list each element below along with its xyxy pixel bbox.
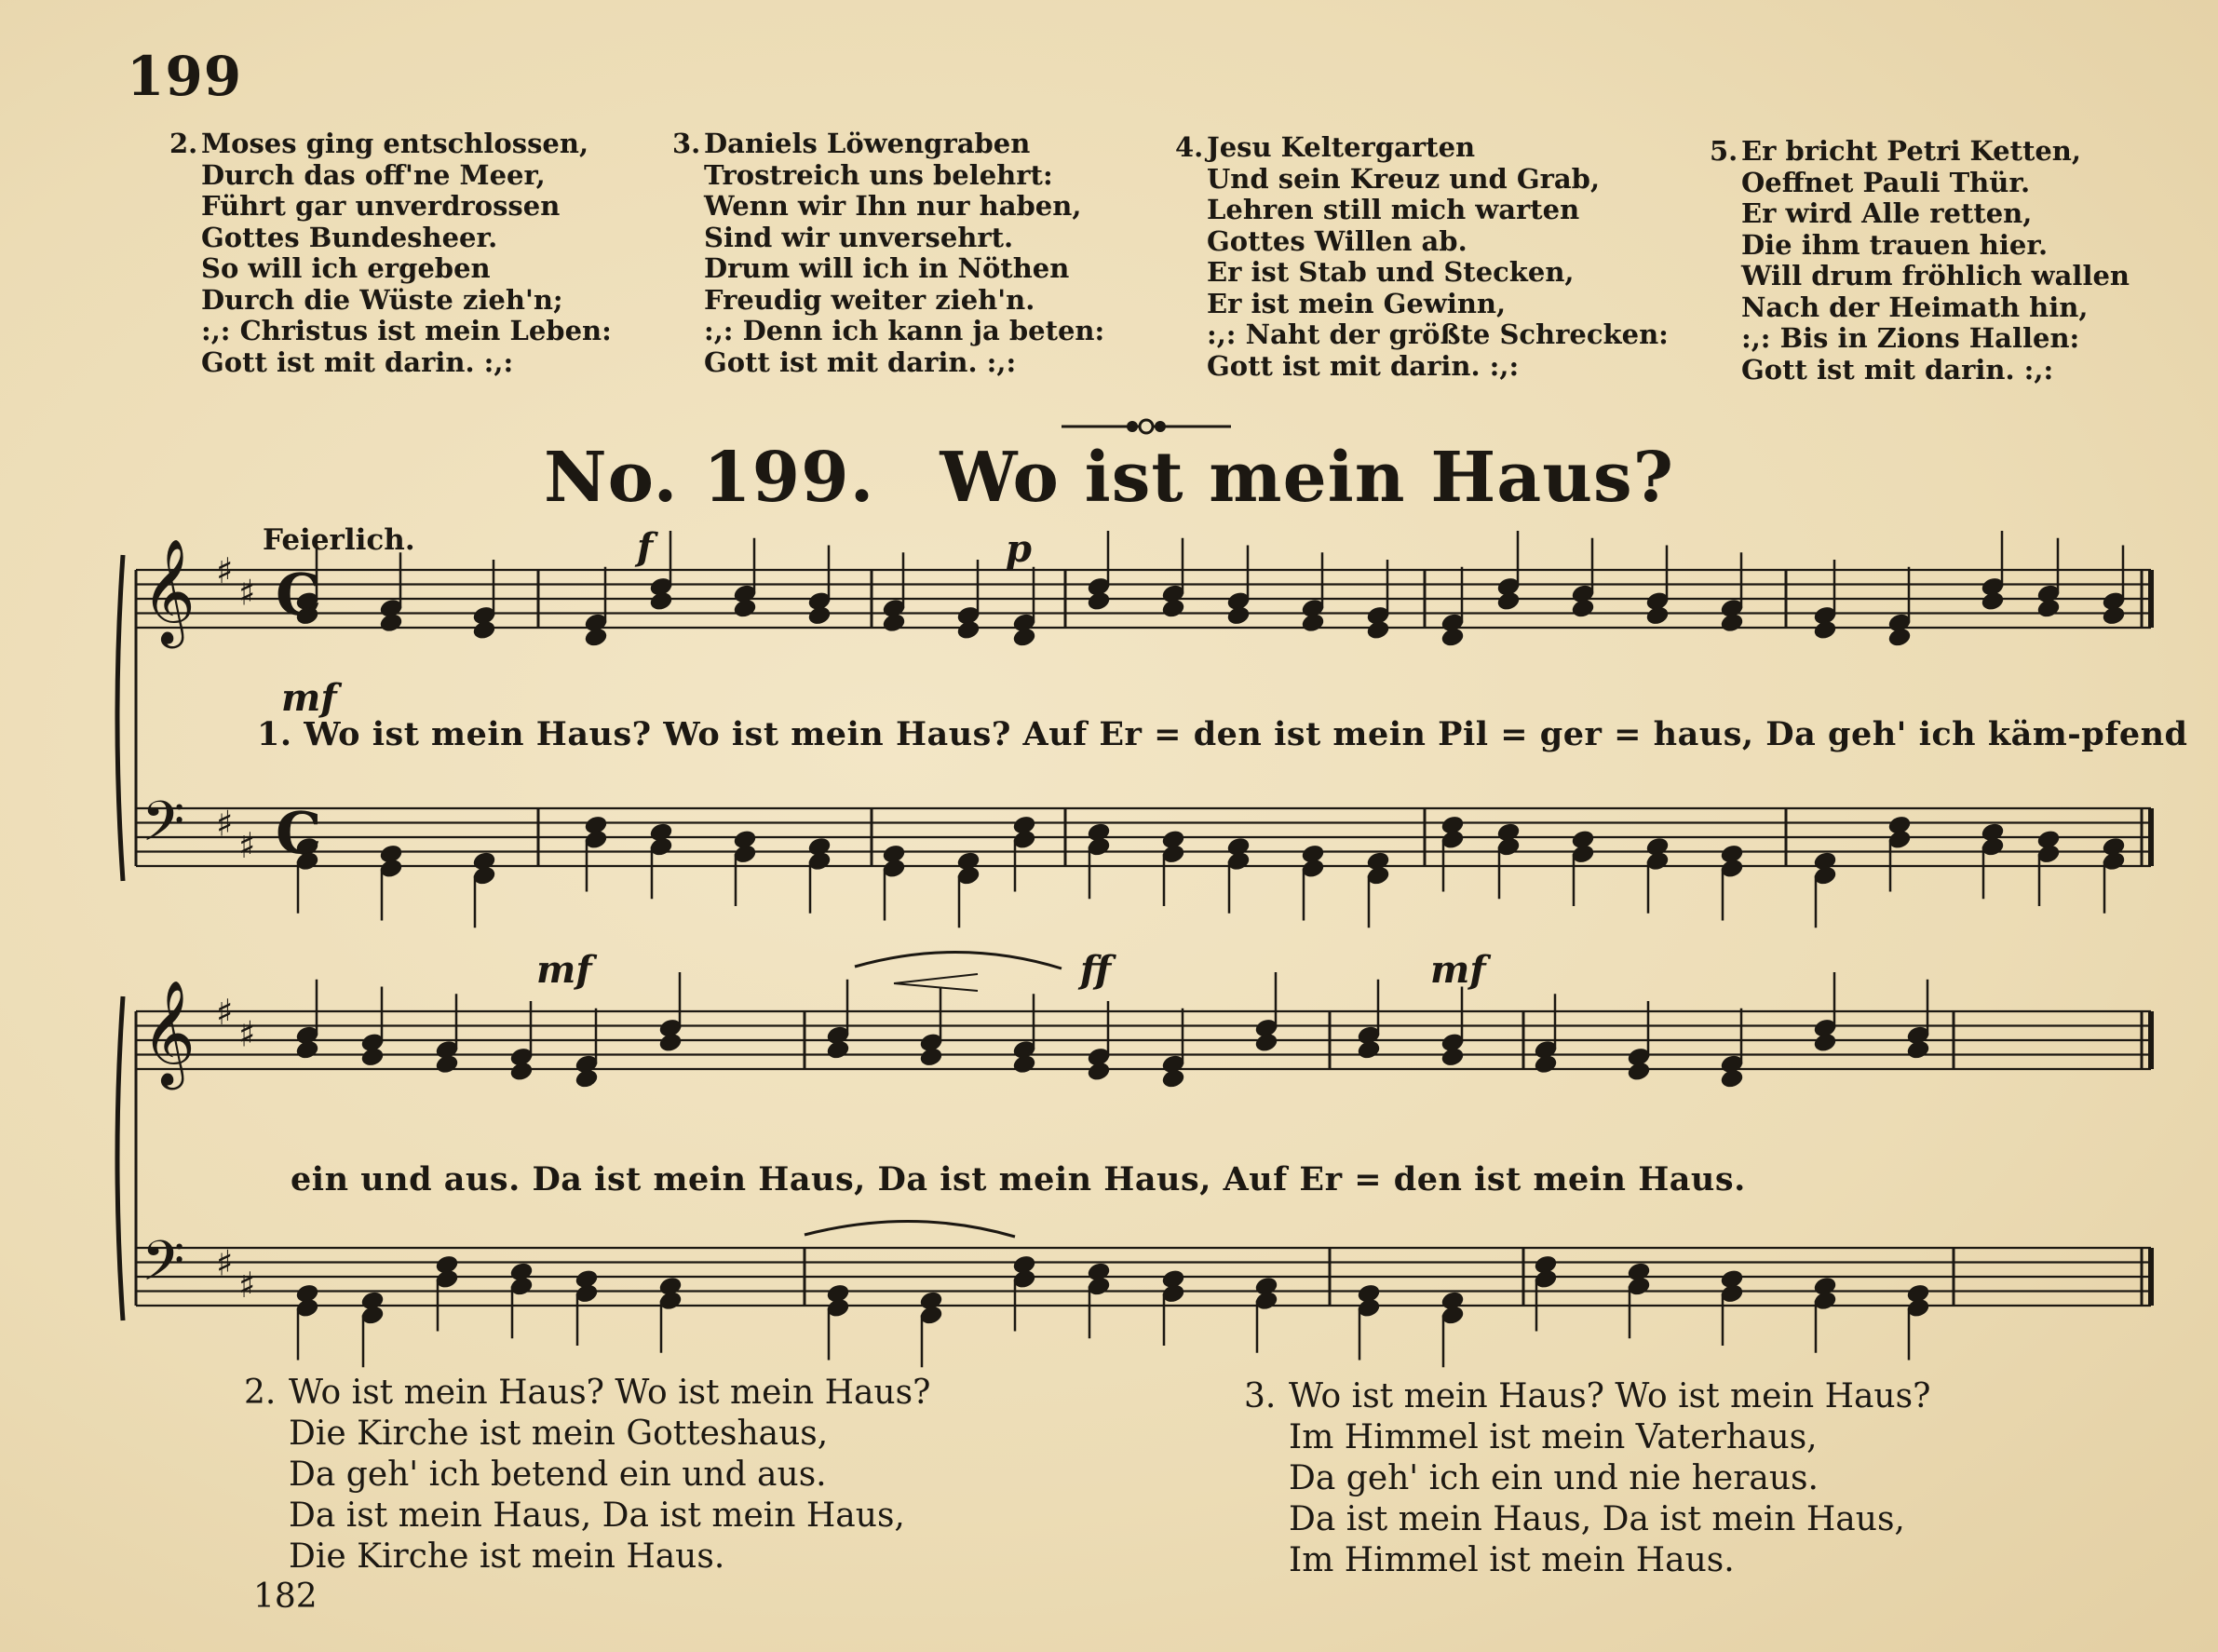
notehead <box>1887 627 1912 648</box>
notehead <box>1357 1039 1381 1061</box>
verse-line: Gott ist mit darin. :,: <box>1741 353 2054 386</box>
notehead <box>379 612 403 633</box>
notehead <box>1161 598 1185 619</box>
notehead <box>1720 612 1744 633</box>
verse-line: Die Kirche ist mein Gotteshaus, <box>289 1415 829 1453</box>
crescendo-hairpin <box>894 974 978 991</box>
notehead <box>2102 605 2126 627</box>
notehead <box>826 1039 850 1061</box>
notehead <box>882 612 906 633</box>
verse-line: Im Himmel ist mein Haus. <box>1289 1541 1735 1579</box>
verse-line: Freudig weiter zieh'n. <box>704 283 1035 316</box>
verse-line: Trostreich uns belehrt: <box>704 158 1053 191</box>
notehead <box>956 619 981 641</box>
verse-line: Moses ging entschlossen, <box>201 128 589 159</box>
notehead <box>1226 605 1251 627</box>
verse-line: Nach der Heimath hin, <box>1741 291 2089 323</box>
slur <box>855 952 1062 968</box>
bass-clef: 𝄢 <box>142 1228 185 1307</box>
notehead <box>360 1047 385 1068</box>
notehead <box>1301 612 1325 633</box>
verse-line: Führt gar unverdrossen <box>201 190 561 222</box>
notehead <box>472 619 496 641</box>
notehead <box>1720 1068 1744 1090</box>
sharp-sign: ♯ <box>216 550 234 591</box>
verse-line: Gottes Willen ab. <box>1207 224 1467 257</box>
notehead <box>1012 627 1036 648</box>
notehead <box>1496 590 1521 612</box>
sharp-sign: ♯ <box>238 824 256 866</box>
dynamic-ff: ff <box>1080 948 1112 992</box>
sharp-sign: ♯ <box>216 992 234 1033</box>
verse-line: Wenn wir Ihn nur haben, <box>704 190 1082 222</box>
verse-line: Im Himmel ist mein Vaterhaus, <box>1289 1418 1818 1456</box>
verse-line: Drum will ich in Nöthen <box>704 252 1070 284</box>
notehead <box>1440 1047 1465 1068</box>
verse-line: Die Kirche ist mein Haus. <box>289 1537 725 1576</box>
verse-line: Da geh' ich betend ein und aus. <box>289 1456 827 1494</box>
lyrics-line: 1. Wo ist mein Haus? Wo ist mein Haus? Auf Er = den ist mein Pil = ger = haus, Da geh' ich käm-pfend <box>257 715 2188 753</box>
verse-line: Jesu Keltergarten <box>1207 131 1476 163</box>
notehead <box>1627 1061 1651 1082</box>
hymn-title-text: Wo ist mein Haus? <box>940 438 1675 518</box>
dynamic-f: f <box>637 525 654 569</box>
system-brace <box>117 996 123 1320</box>
verse-line: Sind wir unversehrt. <box>704 221 1014 253</box>
notehead <box>919 1047 943 1068</box>
common-time: C <box>276 799 322 867</box>
notehead <box>1087 1061 1111 1082</box>
notehead <box>649 590 673 612</box>
common-time: C <box>276 561 322 629</box>
verse-line: :,: Naht der größte Schrecken: <box>1207 318 1669 350</box>
verse-line: So will ich ergeben <box>201 252 491 284</box>
verse-line: Wo ist mein Haus? Wo ist mein Haus? <box>1289 1377 1931 1415</box>
verse-line: Er ist Stab und Stecken, <box>1207 256 1575 288</box>
verse-line: Die ihm trauen hier. <box>1741 228 2049 261</box>
page-number: 199 <box>127 45 243 108</box>
notehead <box>2036 598 2061 619</box>
notehead <box>1571 598 1595 619</box>
verse-line: Gottes Bundesheer. <box>201 221 498 253</box>
verse-line: :,: Bis in Zions Hallen: <box>1741 322 2080 354</box>
tempo-marking: Feierlich. <box>263 523 415 557</box>
hymn-number: No. 199. <box>543 438 875 518</box>
verse-line: Da geh' ich ein und nie heraus. <box>1289 1459 1819 1497</box>
verse-line: Gott ist mit darin. :,: <box>704 345 1017 378</box>
verse-line: Durch das off'ne Meer, <box>201 158 546 191</box>
notehead <box>1534 1053 1558 1075</box>
verse-line: :,: Christus ist mein Leben: <box>201 315 612 346</box>
stanza-3 <box>1244 1376 1930 1581</box>
verse-line: Will drum fröhlich wallen <box>1741 260 2130 291</box>
notehead <box>658 1032 683 1053</box>
treble-clef: 𝄞 <box>142 538 196 644</box>
notehead <box>295 1039 319 1061</box>
verse-line: Oeffnet Pauli Thür. <box>1741 166 2031 198</box>
notehead <box>1366 619 1390 641</box>
dynamic-mf: mf <box>536 948 592 992</box>
verse-line: Lehren still mich warten <box>1207 194 1580 225</box>
verse-line: Und sein Kreuz und Grab, <box>1207 162 1601 195</box>
verse-line: Durch die Wüste zieh'n; <box>201 283 563 316</box>
verse-line: Er bricht Petri Ketten, <box>1741 135 2081 167</box>
verse-number: 3. <box>1244 1377 1277 1415</box>
bass-clef: 𝄢 <box>142 789 185 867</box>
verse-line: Gott ist mit darin. :,: <box>201 345 514 378</box>
notehead <box>807 605 832 627</box>
dynamic-mf: mf <box>281 676 337 720</box>
lyrics-line: ein und aus. Da ist mein Haus, Da ist mein Haus, Auf Er = den ist mein Haus. <box>291 1160 1746 1198</box>
stanza-2 <box>244 1373 930 1578</box>
verse-number: 2. <box>244 1374 277 1412</box>
verse-line: Gott ist mit darin. :,: <box>1207 349 1520 382</box>
verse-line: Da ist mein Haus, Da ist mein Haus, <box>289 1496 905 1535</box>
sharp-sign: ♯ <box>238 572 256 614</box>
verse-line: Wo ist mein Haus? Wo ist mein Haus? <box>289 1374 931 1412</box>
verse-line: :,: Denn ich kann ja beten: <box>704 315 1105 346</box>
notehead <box>1254 1032 1278 1053</box>
notehead <box>1981 590 2005 612</box>
dynamic-mf: mf <box>1430 948 1486 992</box>
slur <box>805 1221 1015 1237</box>
notehead <box>1087 590 1111 612</box>
verse-number: 3. <box>672 128 701 159</box>
notehead <box>1813 619 1837 641</box>
notehead <box>1161 1068 1185 1090</box>
verse-line: Er ist mein Gewinn, <box>1207 287 1507 319</box>
sharp-sign: ♯ <box>216 803 234 845</box>
notehead <box>1645 605 1670 627</box>
verse-number: 2. <box>169 128 198 159</box>
notehead <box>509 1061 534 1082</box>
sharp-sign: ♯ <box>238 1013 256 1055</box>
verse-number: 4. <box>1175 131 1204 163</box>
sharp-sign: ♯ <box>238 1264 256 1306</box>
verse-line: Er wird Alle retten, <box>1741 197 2033 229</box>
treble-clef: 𝄞 <box>142 980 196 1086</box>
notehead <box>575 1068 599 1090</box>
verse-number: 5. <box>1710 135 1738 167</box>
sharp-sign: ♯ <box>216 1242 234 1284</box>
verse-line: Da ist mein Haus, Da ist mein Haus, <box>1289 1500 1905 1538</box>
dynamic-p: p <box>1006 527 1032 571</box>
notehead <box>1440 627 1465 648</box>
verse-line: Daniels Löwengraben <box>704 128 1031 159</box>
notehead <box>1906 1039 1930 1061</box>
footer-page-number: 182 <box>253 1578 318 1616</box>
notehead <box>435 1053 459 1075</box>
notehead <box>584 627 608 648</box>
system-brace <box>117 555 123 881</box>
notehead <box>733 598 757 619</box>
notehead <box>1813 1032 1837 1053</box>
notehead <box>1012 1053 1036 1075</box>
